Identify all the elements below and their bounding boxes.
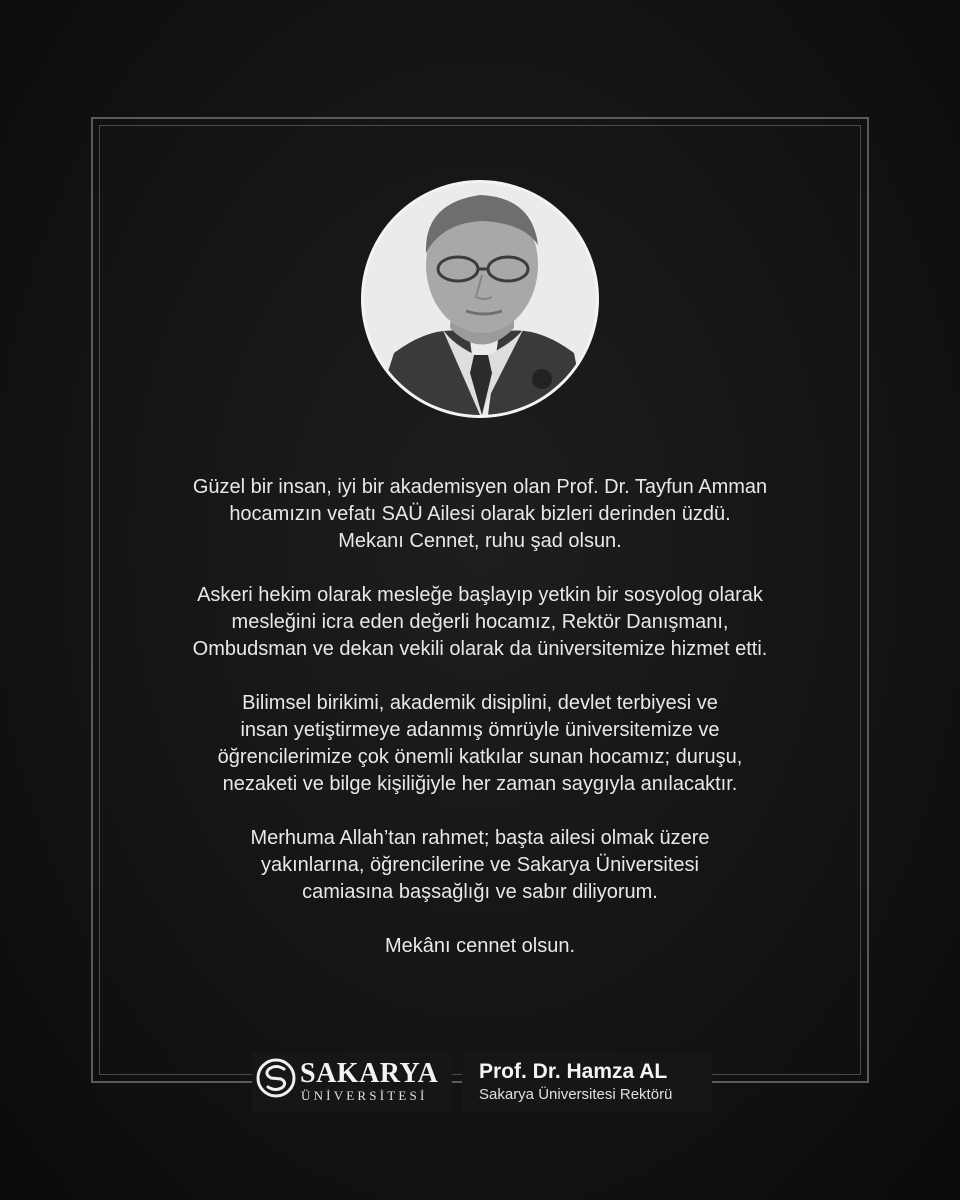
text-line: insan yetiştirmeye adanmış ömrüyle üniversitemize ve xyxy=(240,719,720,741)
university-logo xyxy=(252,1052,452,1112)
portrait-photo xyxy=(361,180,599,418)
text-line: Askeri hekim olarak mesleğe başlayıp yetkin bir sosyolog olarak xyxy=(197,584,763,606)
text-line: yakınlarına, öğrencilerine ve Sakarya Üniversitesi xyxy=(261,854,699,876)
paragraph-5 xyxy=(120,933,840,960)
text-line: Merhuma Allah’tan rahmet; başta ailesi olmak üzere xyxy=(250,827,710,849)
text-line: Bilimsel birikimi, akademik disiplini, devlet terbiyesi ve xyxy=(242,692,718,714)
logo-subtitle: ÜNİVERSİTESİ xyxy=(301,1088,428,1103)
text-line: Mekanı Cennet, ruhu şad olsun. xyxy=(338,530,622,552)
text-line: nezaketi ve bilge kişiliğiyle her zaman saygıyla anılacaktır. xyxy=(222,773,738,795)
paragraph-1 xyxy=(120,474,840,555)
text-line: mesleğini icra eden değerli hocamız, Rektör Danışmanı, xyxy=(231,611,729,633)
paragraph-3 xyxy=(120,690,840,798)
text-line: camiasına başsağlığı ve sabır diliyorum. xyxy=(302,881,658,903)
text-line: Mekânı cennet olsun. xyxy=(384,935,576,957)
paragraph-2 xyxy=(120,582,840,663)
text-line: Ombudsman ve dekan vekili olarak da üniversitemize hizmet etti. xyxy=(192,638,768,660)
sakarya-university-logo-icon xyxy=(256,1058,296,1098)
signature-name: Prof. Dr. Hamza AL xyxy=(479,1060,668,1083)
memorial-message xyxy=(120,474,840,987)
text-line: Güzel bir insan, iyi bir akademisyen olan Prof. Dr. Tayfun Amman xyxy=(192,476,768,498)
logo-wordmark: SAKARYA xyxy=(300,1058,439,1089)
paragraph-4 xyxy=(120,825,840,906)
signature-block xyxy=(462,1052,712,1112)
text-line: hocamızın vefatı SAÜ Ailesi olarak bizleri derinden üzdü. xyxy=(229,503,731,525)
signature-title: Sakarya Üniversitesi Rektörü xyxy=(479,1086,673,1103)
text-line: öğrencilerimize çok önemli katkılar sunan hocamız; duruşu, xyxy=(217,746,743,768)
